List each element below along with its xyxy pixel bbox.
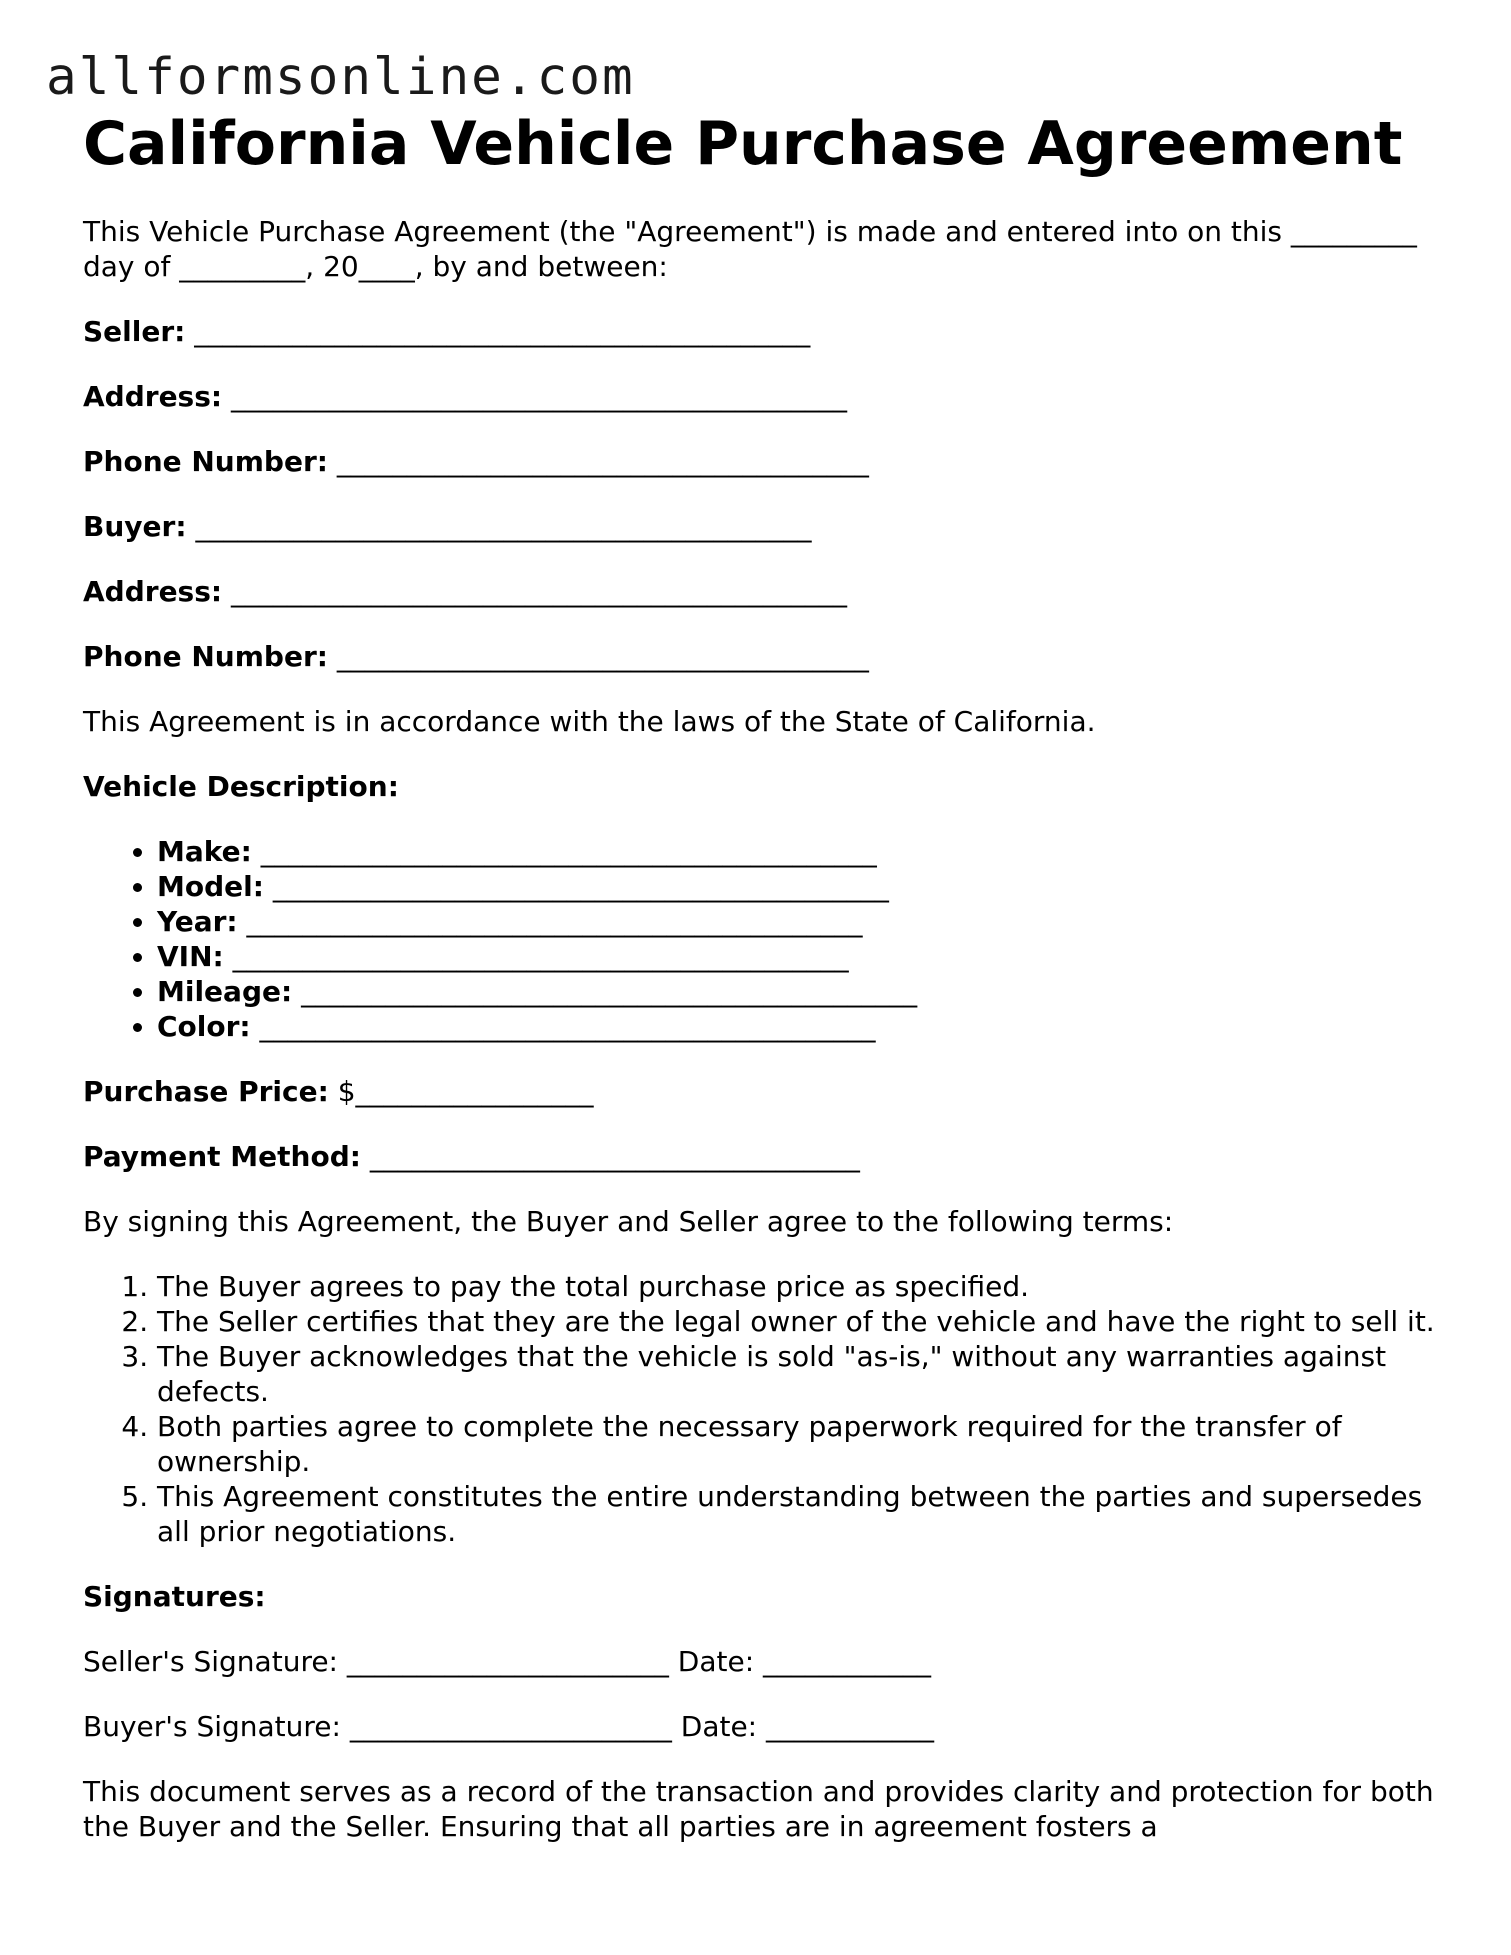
list-item <box>157 939 1443 974</box>
seller-address-label: Address: <box>83 380 223 413</box>
list-item <box>157 1009 1443 1044</box>
seller-phone-field <box>83 444 1443 479</box>
buyer-label: Buyer: <box>83 510 187 543</box>
vin-blank[interactable]: ____________________________________________ <box>232 940 849 973</box>
color-blank[interactable]: ____________________________________________ <box>259 1010 876 1043</box>
buyer-address-field <box>83 574 1443 609</box>
list-item: 3. The Buyer acknowledges that the vehicle is sold "as-is," without any warranties against defects. <box>157 1339 1443 1409</box>
list-item: 2. The Seller certifies that they are the legal owner of the vehicle and have the right to sell it. <box>157 1304 1443 1339</box>
list-item <box>157 904 1443 939</box>
list-item <box>157 974 1443 1009</box>
seller-label: Seller: <box>83 315 186 348</box>
buyer-field <box>83 509 1443 544</box>
payment-method-field <box>83 1139 1443 1174</box>
vin-label: VIN: <box>157 940 224 973</box>
mileage-label: Mileage: <box>157 975 293 1008</box>
purchase-price-blank[interactable]: $_________________ <box>337 1075 594 1108</box>
buyer-address-blank[interactable]: ____________________________________________ <box>231 575 847 608</box>
signatures-heading: Signatures: <box>83 1580 266 1613</box>
laws-statement: This Agreement is in accordance with the laws of the State of California. <box>83 705 1096 738</box>
seller-blank[interactable]: ____________________________________________ <box>194 315 811 348</box>
seller-phone-label: Phone Number: <box>83 445 328 478</box>
payment-method-blank[interactable]: ___________________________________ <box>369 1140 860 1173</box>
buyer-address-label: Address: <box>83 575 223 608</box>
make-blank[interactable]: ____________________________________________ <box>260 835 877 868</box>
buyer-signature-line[interactable]: Buyer's Signature: _______________________ Date: ____________ <box>83 1710 935 1743</box>
buyer-phone-blank[interactable]: ______________________________________ <box>336 640 869 673</box>
seller-field <box>83 314 1443 349</box>
list-item: 4. Both parties agree to complete the necessary paperwork required for the transfer of ownership. <box>157 1409 1443 1479</box>
buyer-blank[interactable]: ____________________________________________ <box>195 510 812 543</box>
color-label: Color: <box>157 1010 251 1043</box>
purchase-price-label: Purchase Price: <box>83 1075 329 1108</box>
seller-phone-blank[interactable]: ______________________________________ <box>336 445 869 478</box>
buyer-phone-field <box>83 639 1443 674</box>
intro-paragraph: This Vehicle Purchase Agreement (the "Agreement") is made and entered into on this _________ day of _________, 20____, by and between: <box>83 215 1417 283</box>
seller-address-blank[interactable]: ____________________________________________ <box>231 380 847 413</box>
terms-list <box>83 1269 1443 1549</box>
document-page <box>83 104 1443 1844</box>
terms-intro: By signing this Agreement, the Buyer and Seller agree to the following terms: <box>83 1205 1174 1238</box>
closing-paragraph: This document serves as a record of the transaction and provides clarity and protection for both the Buyer and the Seller. Ensuring that all parties are in agreement fosters a <box>83 1775 1434 1843</box>
year-label: Year: <box>157 905 238 938</box>
mileage-blank[interactable]: ____________________________________________ <box>301 975 918 1008</box>
buyer-phone-label: Phone Number: <box>83 640 328 673</box>
model-label: Model: <box>157 870 264 903</box>
make-label: Make: <box>157 835 252 868</box>
seller-address-field <box>83 379 1443 414</box>
vehicle-details-list <box>83 834 1443 1044</box>
watermark: allformsonline.com <box>46 48 635 107</box>
model-blank[interactable]: ____________________________________________ <box>272 870 889 903</box>
purchase-price-field <box>83 1074 1443 1109</box>
seller-signature-line[interactable]: Seller's Signature: _______________________ Date: ____________ <box>83 1645 932 1678</box>
year-blank[interactable]: ____________________________________________ <box>246 905 863 938</box>
document-title: California Vehicle Purchase Agreement <box>83 109 1403 179</box>
list-item: 1. The Buyer agrees to pay the total purchase price as specified. <box>157 1269 1443 1304</box>
vehicle-description-heading: Vehicle Description: <box>83 770 399 803</box>
payment-method-label: Payment Method: <box>83 1140 361 1173</box>
list-item: 5. This Agreement constitutes the entire understanding between the parties and supersedes all prior negotiations. <box>157 1479 1443 1549</box>
list-item <box>157 834 1443 869</box>
list-item <box>157 869 1443 904</box>
